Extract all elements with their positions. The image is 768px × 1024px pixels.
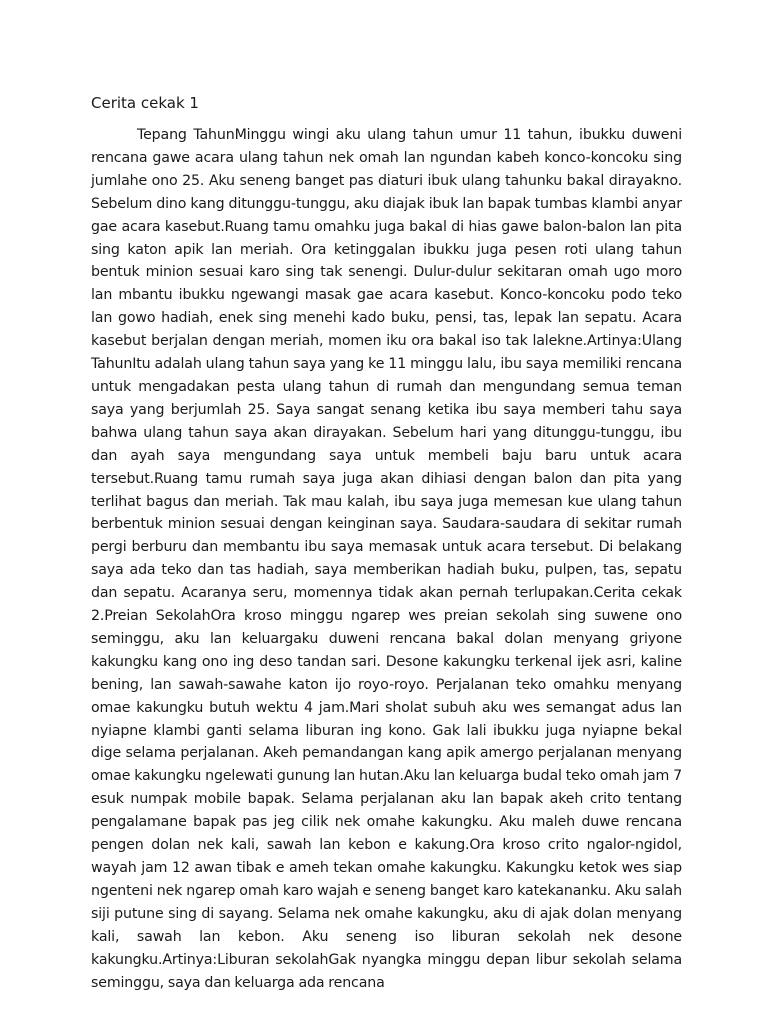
document-body-paragraph: Tepang TahunMinggu wingi aku ulang tahun umur 11 tahun, ibukku duweni rencana gawe acara ulang tahun nek omah lan ngundan kabeh konco-koncoku sing jumlahe ono 25. Aku seneng banget pas diaturi ibuk ulang tahunku bakal dirayakno. Sebelum dino kang ditunggu-tunggu, aku diajak ibuk lan bapak tumbas klambi anyar gae acara kasebut.Ruang tamu omahku juga bakal di hias gawe balon-balon lan pita sing katon apik lan meriah. Ora ketinggalan ibukku juga pesen roti ulang tahun bentuk minion sesuai karo sing tak senengi. Dulur-dulur sekitaran omah ugo moro lan mbantu ibukku ngewangi masak gae acara kasebut. Konco-koncoku podo teko lan gowo hadiah, enek sing menehi kado buku, pensi, tas, lepak lan sepatu. Acara kasebut berjalan dengan meriah, momen iku ora bakal iso tak lalekne.Artinya:Ulang TahunItu adalah ulang tahun saya yang ke 11 minggu lalu, ibu saya memiliki rencana untuk mengadakan pesta ulang tahun di rumah dan mengundang semua teman saya yang berjumlah 25. Saya sangat senang ketika ibu saya memberi tahu saya bahwa ulang tahun saya akan dirayakan. Sebelum hari yang ditunggu-tunggu, ibu dan ayah saya mengundang saya untuk membeli baju baru untuk acara tersebut.Ruang tamu rumah saya juga akan dihiasi dengan balon dan pita yang terlihat bagus dan meriah. Tak mau kalah, ibu saya juga memesan kue ulang tahun berbentuk minion sesuai dengan keinginan saya. Saudara-saudara di sekitar rumah pergi berburu dan membantu ibu saya memasak untuk acara tersebut. Di belakang saya ada teko dan tas hadiah, saya memberikan hadiah buku, pulpen, tas, sepatu dan sepatu. Acaranya seru, momennya tidak akan pernah terlupakan.Cerita cekak 2.Preian SekolahOra kroso minggu ngarep wes preian sekolah sing suwene ono seminggu, aku lan keluargaku duweni rencana bakal dolan menyang griyone kakungku kang ono ing deso tandan sari. Desone kakungku terkenal ijek asri, kaline bening, lan sawah-sawahe katon ijo royo-royo. Perjalanan teko omahku menyang omae kakungku butuh wektu 4 jam.Mari sholat subuh aku wes semangat adus lan nyiapne klambi ganti selama liburan ing kono. Gak lali ibukku juga nyiapne bekal dige selama perjalanan. Akeh pemandangan kang apik amergo perjalanan menyang omae kakungku ngelewati gunung lan hutan.Aku lan keluarga budal teko omah jam 7 esuk numpak mobile bapak. Selama perjalanan aku lan bapak akeh crito tentang pengalamane bapak pas jeg cilik nek omahe kakungku. Aku maleh duwe rencana pengen dolan nek kali, sawah lan kebon e kakung.Ora kroso crito ngalor-ngidol, wayah jam 12 awan tibak e ameh tekan omahe kakungku. Kakungku ketok wes siap ngenteni nek ngarep omah karo wajah e seneng banget karo katekananku. Aku salah siji putune sing di sayang. Selama nek omahe kakungku, aku di ajak dolan menyang kali, sawah lan kebon. Aku seneng iso liburan sekolah nek desone kakungku.Artinya:Liburan sekolahGak nyangka minggu depan libur sekolah selama seminggu, saya dan keluarga ada rencana bbox=[91, 127, 682, 991]
document-title: Cerita cekak 1 bbox=[91, 94, 199, 112]
